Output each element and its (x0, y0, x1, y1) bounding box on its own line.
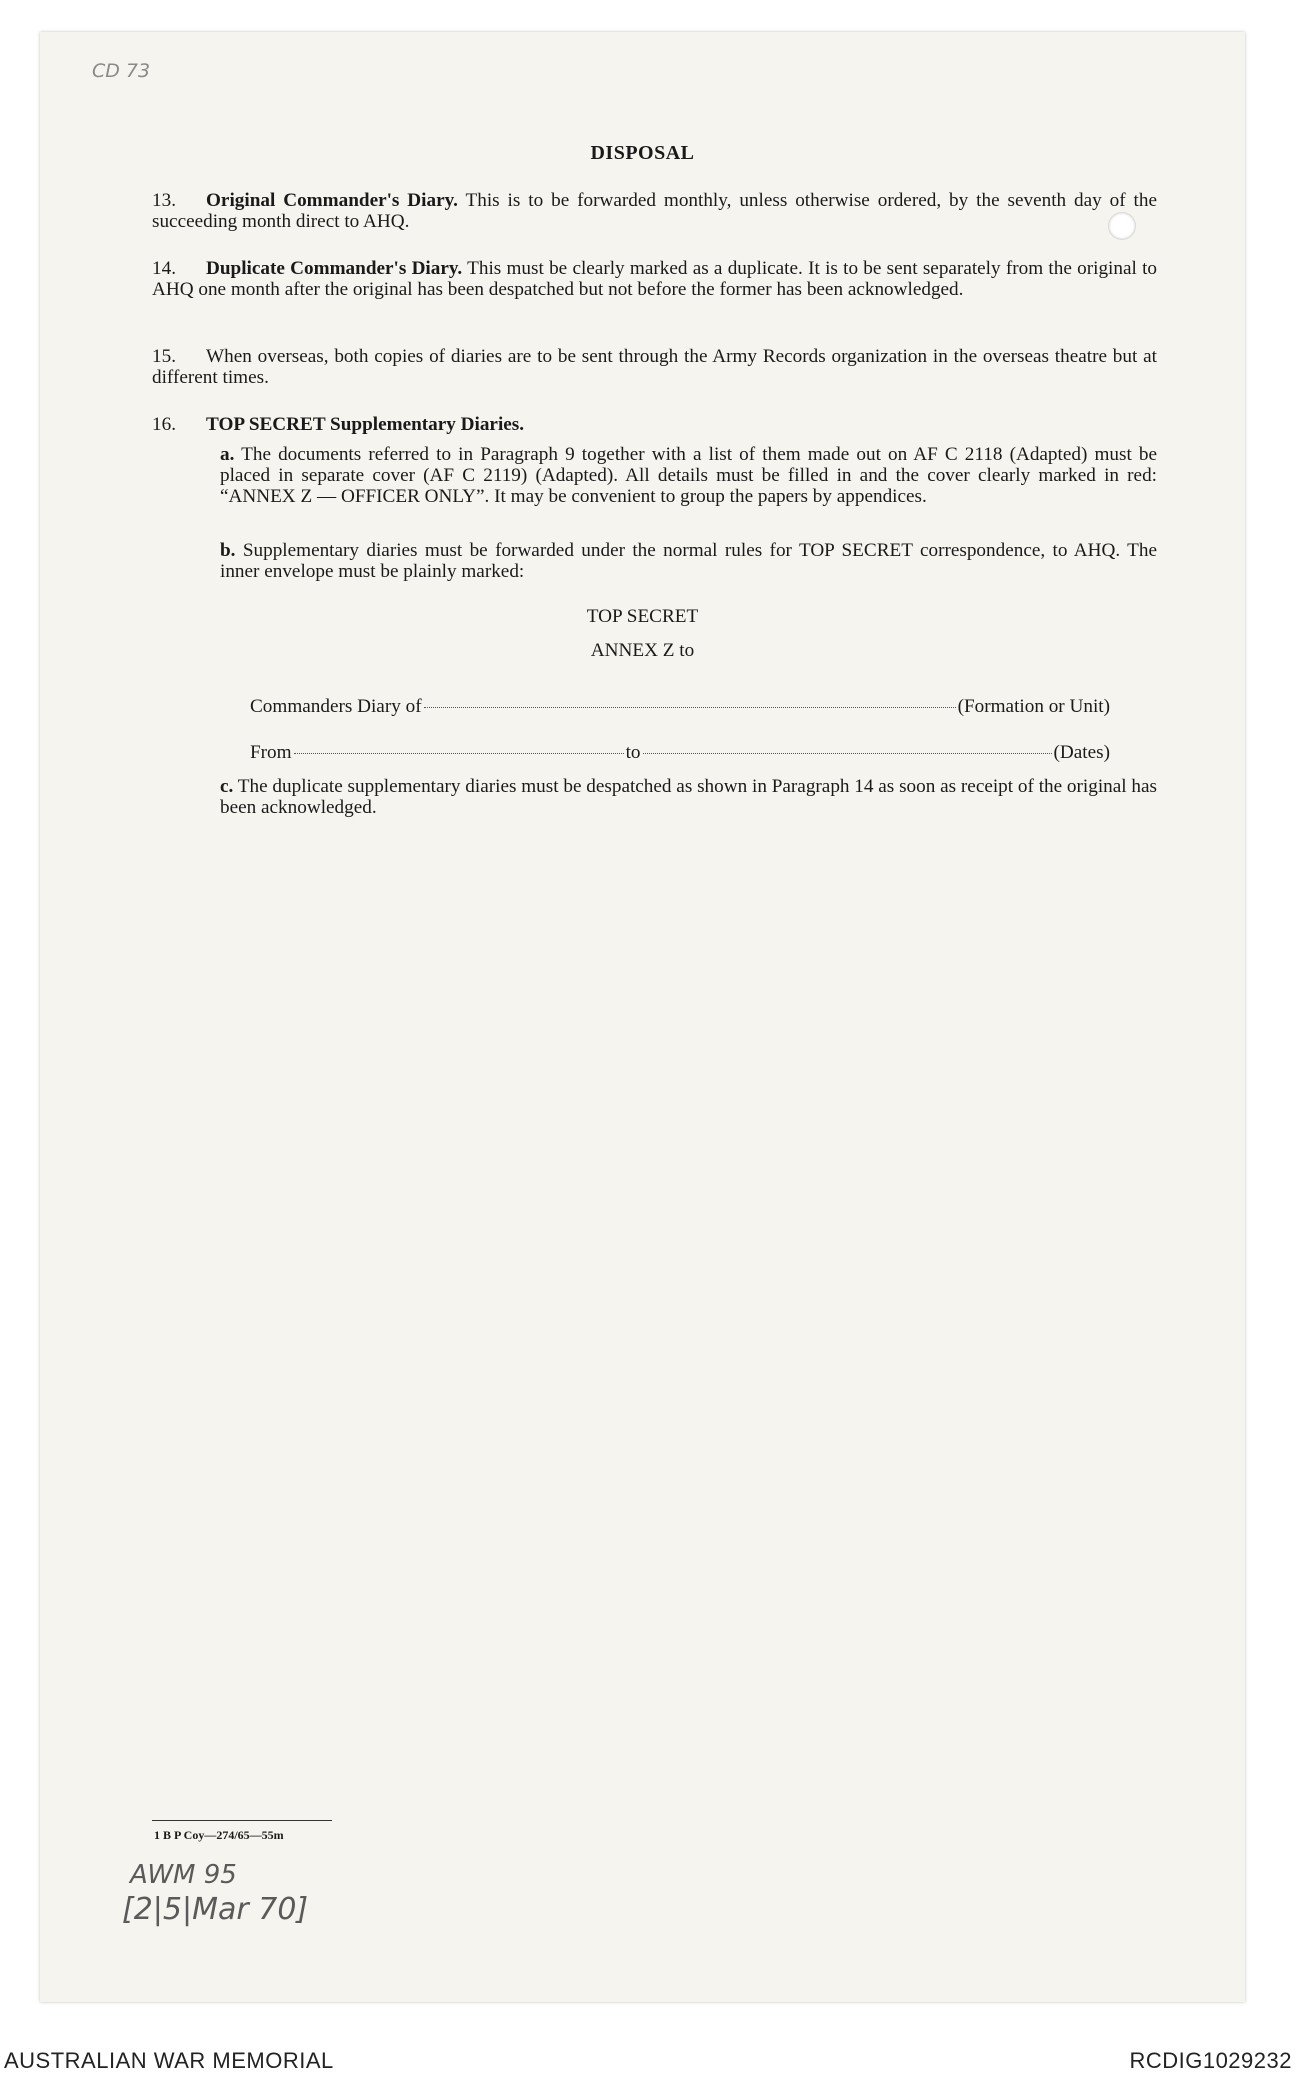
subparagraph-text: The documents referred to in Paragraph 9 together with a list of them made out on AF C 2118 (Adapted) must be placed in separate cover (AF C 2119) (Adapted). All details must be filled in and the cover clearly marked in red: “ANNEX Z — OFFICER ONLY”. It may be convenient to group the papers by appendices. (220, 444, 1157, 507)
subparagraph-label: c. (220, 776, 234, 797)
fill-in-dots (424, 707, 956, 708)
form-line-dates (250, 742, 1110, 764)
form-label-from: From (250, 742, 292, 763)
footer-rule (152, 1820, 332, 1821)
archive-caption: AUSTRALIAN WAR MEMORIAL (4, 2048, 334, 2073)
paragraph-14 (152, 258, 1157, 300)
form-line-diary (250, 696, 1110, 718)
fill-in-dots (643, 753, 1052, 754)
paragraph-text: This is to be forwarded monthly, unless otherwise ordered, by the seventh day of the succeeding month direct to AHQ. (152, 190, 1157, 232)
paragraph-number: 13. (152, 190, 176, 211)
paragraph-15 (152, 346, 1157, 388)
subparagraph-text: Supplementary diaries must be forwarded under the normal rules for TOP SECRET correspondence, to AHQ. The inner envelope must be plainly marked: (220, 540, 1157, 582)
fill-in-dots (294, 753, 624, 754)
paragraph-text: This must be clearly marked as a duplicate. It is to be sent separately from the original to AHQ one month after the original has been despatched but not before the former has been acknowledged. (152, 258, 1157, 300)
paragraph-text: When overseas, both copies of diaries are to be sent through the Army Records organization in the overseas theatre but at different times. (152, 346, 1157, 388)
document-page (40, 32, 1245, 2002)
subparagraph-text: The duplicate supplementary diaries must be despatched as shown in Paragraph 14 as soon as receipt of the original has been acknowledged. (220, 776, 1157, 818)
paragraph-title: TOP SECRET Supplementary Diaries. (206, 414, 525, 435)
form-label-to: to (625, 742, 641, 763)
printer-code: 1 B P Coy—274/65—55m (154, 1828, 284, 1842)
handwritten-date-ref: [2|5|Mar 70] (122, 1892, 309, 1927)
archive-id: RCDIG1029232 (1129, 2048, 1292, 2073)
paragraph-title: Duplicate Commander's Diary. (206, 258, 463, 279)
paragraph-number: 15. (152, 346, 176, 367)
subparagraph-c (220, 776, 1157, 818)
section-heading: DISPOSAL (590, 142, 695, 164)
paragraph-number: 16. (152, 414, 176, 435)
paragraph-16 (152, 414, 1157, 435)
form-suffix-dates: (Dates) (1053, 742, 1110, 763)
paragraph-title: Original Commander's Diary. (206, 190, 458, 211)
marking-annex-z: ANNEX Z to (590, 640, 695, 661)
subparagraph-a (220, 444, 1157, 507)
handwritten-reference: CD 73 (92, 60, 151, 82)
paragraph-13 (152, 190, 1157, 232)
subparagraph-label: a. (220, 444, 235, 465)
form-suffix-unit: (Formation or Unit) (957, 696, 1110, 717)
subparagraph-b (220, 540, 1157, 582)
paragraph-number: 14. (152, 258, 176, 279)
subparagraph-label: b. (220, 540, 236, 561)
handwritten-awm: AWM 95 (130, 1860, 237, 1890)
marking-top-secret: TOP SECRET (586, 606, 699, 627)
form-label-diary: Commanders Diary of (250, 696, 422, 717)
